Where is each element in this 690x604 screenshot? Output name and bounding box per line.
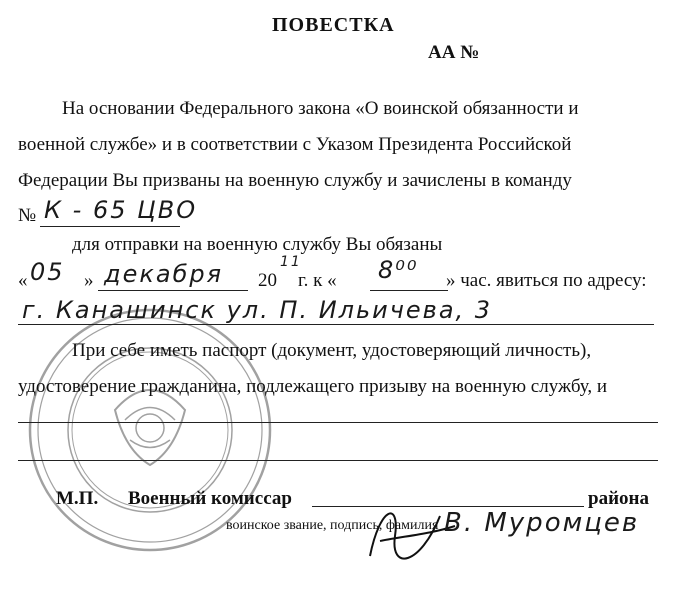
body-line-4: для отправки на военную службу Вы обязаны [72, 234, 443, 255]
time-prefix: г. к « [298, 270, 337, 291]
address-value: г. Канашинск ул. П. Ильичева, 3 [22, 296, 493, 324]
team-number-underline [40, 226, 180, 227]
time-value: 8⁰⁰ [378, 256, 419, 284]
month-value: декабря [104, 260, 224, 288]
body-line-6: При себе иметь паспорт (документ, удостоверяющий личность), [72, 340, 592, 361]
commissar-label: Военный комиссар [128, 488, 292, 509]
document-title: ПОВЕСТКА [272, 14, 395, 36]
month-underline [98, 290, 248, 291]
body-line-7: удостоверение гражданина, подлежащего призыву на военную службу, и [18, 376, 608, 397]
body-line-3: Федерации Вы призваны на военную службу и зачислены в команду [18, 170, 572, 191]
body-line-2: военной службе» и в соответствии с Указом Президента Российской [18, 134, 572, 155]
signature-name: В. Муромцев [444, 508, 640, 538]
team-number-value: К - 65 ЦВО [44, 196, 198, 224]
stamp-place-label: М.П. [56, 488, 99, 509]
day-value: 05 [30, 258, 65, 286]
time-underline [370, 290, 448, 291]
blank-line-2 [18, 460, 658, 461]
series-number-label: АА № [428, 42, 480, 63]
day-quote-close: » [84, 270, 94, 291]
caption-rank-signature-name: воинское звание, подпись, фамилия [226, 518, 439, 533]
day-quote-open: « [18, 270, 28, 291]
year-prefix: 20 [258, 270, 277, 291]
blank-line-1 [18, 422, 658, 423]
year-suffix: 11 [280, 254, 302, 270]
team-number-prefix: № [18, 205, 37, 226]
time-suffix: » час. явиться по адресу: [446, 270, 647, 291]
address-underline [18, 324, 654, 325]
district-label: района [588, 488, 649, 509]
body-line-1: На основании Федерального закона «О воинской обязанности и [62, 98, 579, 119]
